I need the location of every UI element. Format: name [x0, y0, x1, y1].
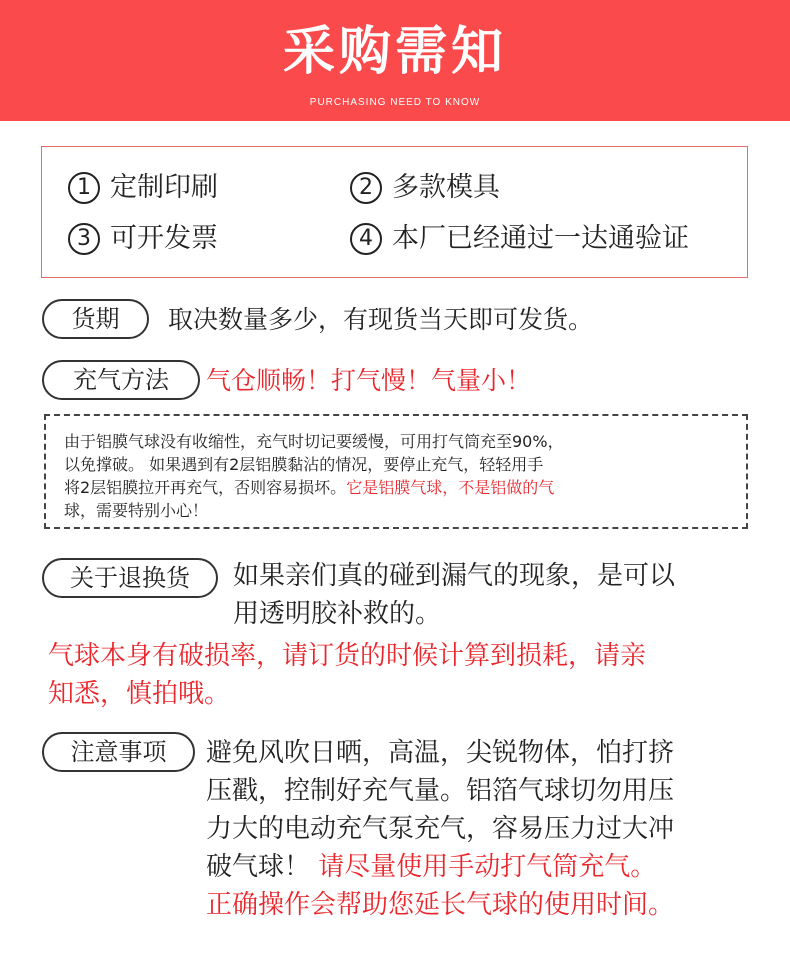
inflation-highlight: 气仓顺畅！打气慢！气量小！: [206, 366, 532, 395]
circled-number-1: 1: [68, 172, 100, 204]
feature-label-2: 多款模具: [392, 172, 500, 203]
feature-item-1: [68, 170, 218, 206]
feature-item-4: [350, 221, 689, 257]
page-header: [0, 0, 790, 121]
notes-line-3: 力大的电动充气泵充气，容易压力过大冲: [206, 814, 675, 844]
inflation-tag: 充气方法: [42, 360, 200, 400]
page-subtitle: PURCHASING NEED TO KNOW: [309, 97, 481, 108]
notice-warning-text: 它是铝膜气球，不是铝做的气: [346, 478, 555, 497]
notice-line-1: 由于铝膜气球没有收缩性，充气时切记要缓慢，可用打气筒充至90%，: [64, 432, 564, 451]
circled-number-4: 4: [350, 223, 382, 255]
feature-label-4: 本厂已经通过一达通验证: [392, 223, 689, 254]
inflation-notice-box: [44, 414, 748, 529]
notes-line-2: 压戳，控制好充气量。铝箔气球切勿用压: [206, 776, 675, 806]
notes-red-last: 正确操作会帮助您延长气球的使用时间。: [206, 890, 675, 920]
feature-label-1: 定制印刷: [110, 172, 218, 203]
notice-line-2: 以免撑破。 如果遇到有2层铝膜黏沾的情况，要停止充气，轻轻用手: [64, 455, 544, 474]
circled-number-2: 2: [350, 172, 382, 204]
returns-line-2: 用透明胶补救的。: [233, 599, 442, 629]
notes-red-inline: 请尽量使用手动打气筒充气。: [318, 852, 657, 882]
delivery-tag: 货期: [42, 299, 149, 339]
notes-line-4: [206, 849, 656, 885]
feature-item-2: [350, 170, 500, 206]
notes-tag: 注意事项: [42, 732, 195, 772]
notes-line-4-text: 破气球！: [206, 852, 311, 882]
feature-item-3: [68, 221, 218, 257]
notes-line-1: 避免风吹日晒，高温，尖锐物体，怕打挤: [206, 738, 675, 768]
feature-label-3: 可开发票: [110, 223, 218, 254]
notice-line-3-text: 将2层铝膜拉开再充气，否则容易损坏。: [64, 478, 347, 497]
returns-warning-line-1: 气球本身有破损率，请订货的时候计算到损耗，请亲: [48, 641, 647, 671]
returns-warning-line-2: 知悉，慎拍哦。: [48, 679, 231, 709]
features-box: [41, 146, 748, 278]
returns-line-1: 如果亲们真的碰到漏气的现象，是可以: [233, 561, 676, 591]
circled-number-3: 3: [68, 223, 100, 255]
delivery-text: 取决数量多少，有现货当天即可发货。: [168, 305, 594, 334]
returns-tag: 关于退换货: [42, 558, 218, 598]
notice-line-4: 球，需要特别小心！: [64, 501, 209, 520]
notice-line-3: [64, 476, 554, 499]
page-title: 采购需知: [282, 22, 507, 82]
